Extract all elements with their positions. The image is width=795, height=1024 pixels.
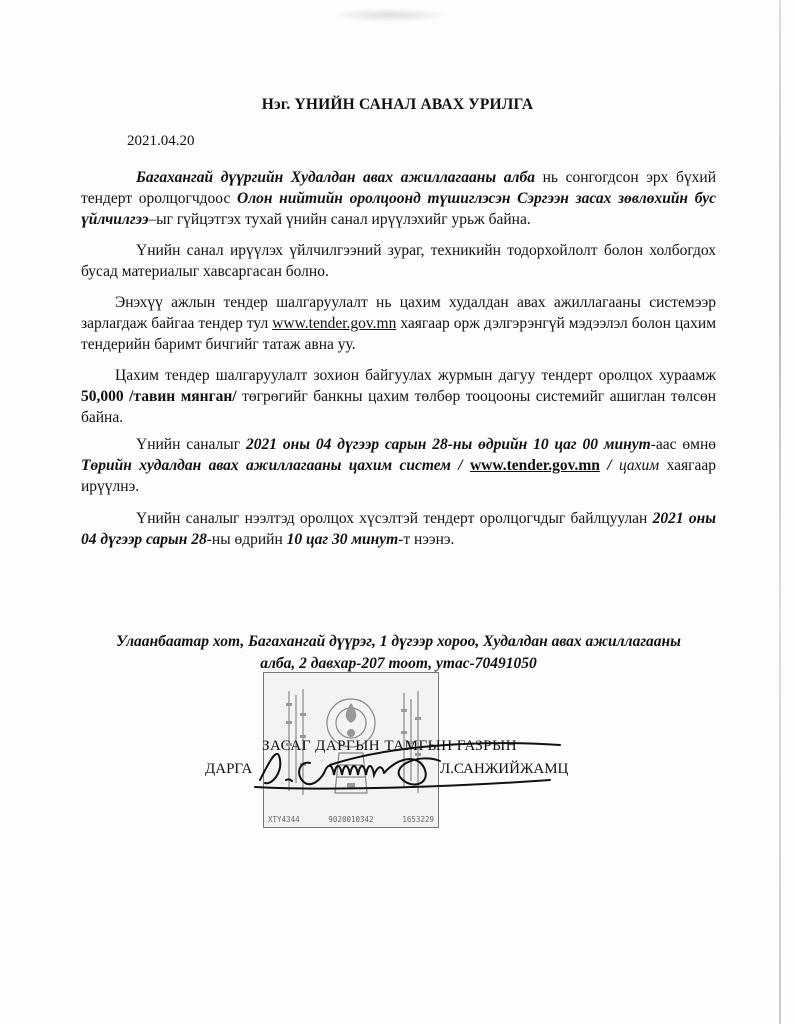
- p3-text-1: Энэхүү ажлын тендер шалгаруулалт нь цахим худалдан авах ажиллагааны системээр зарлагдаж байгаа тендер тул: [81, 294, 716, 332]
- handwritten-signature: [250, 725, 580, 795]
- p6-text-3: -т нээнэ.: [398, 531, 455, 548]
- document-date: 2021.04.20: [127, 133, 195, 149]
- opening-time: 10 цаг 30 минут: [286, 531, 399, 548]
- stamp-numbers: [268, 815, 434, 824]
- p5-text-1: Үнийн саналыг: [136, 436, 246, 453]
- stamp-num-1: ХТҮ4344: [268, 815, 300, 824]
- p3-text-2: хаягаар орж дэлгэрэнгүй мэдээлэл болон цахим тендерийн баримт бичгийг татаж авна уу.: [81, 315, 716, 353]
- p6-text-1: Үнийн саналыг нээлтэд оролцох хүсэлтэй тендерт оролцогчдыг байлцуулан: [136, 510, 653, 527]
- fee-amount: 50,000 /тавин мянган/: [81, 388, 237, 405]
- p4-text-1: Цахим тендер шалгаруулалт зохион байгуулах журмын дагуу тендерт оролцох хураамж: [115, 367, 716, 384]
- paragraph-2: [81, 240, 716, 282]
- p5-slash: /: [599, 457, 612, 474]
- stamp-num-2: 9020010342: [328, 815, 374, 824]
- address-block: [81, 631, 716, 675]
- stamp-num-3: 1653229: [402, 815, 434, 824]
- system-name: Төрийн худалдан авах ажиллагааны цахим систем /: [81, 457, 470, 474]
- document-title: Нэг. ҮНИЙН САНАЛ АВАХ УРИЛГА: [261, 96, 534, 113]
- p6-text-2: -ны өдрийн: [206, 531, 287, 548]
- submission-deadline: 2021 оны 04 дүгээр сарын 28-ны өдрийн 10 цаг 00 минут: [245, 436, 651, 453]
- address-line-2: алба, 2 давхар-207 тоот, утас-70491050: [260, 655, 537, 672]
- p5-text-3: цахим: [611, 457, 660, 474]
- signature-name: Л.САНЖИЙЖАМЦ: [440, 761, 569, 777]
- p1-service-name: Олон нийтийн оролцоонд түшиглэсэн Сэргээн засах зөвлөхийн бус үйлчилгээ: [81, 190, 716, 228]
- p1-org-name: Багахангай дүүргийн Худалдан авах ажиллагааны алба: [136, 169, 535, 186]
- address-line-1: Улаанбаатар хот, Багахангай дүүрэг, 1 дүгээр хороо, Худалдан авах ажиллагааны: [116, 633, 681, 650]
- opening-date: 2021 оны 04 дүгээр сарын 28: [81, 510, 716, 548]
- p1-text-2: –ыг гүйцэтгэх тухай үнийн санал ирүүлэхийг урьж байна.: [148, 211, 531, 228]
- p5-text-4: хаягаар ирүүлнэ.: [81, 457, 717, 495]
- tender-link-2[interactable]: www.tender.gov.mn: [469, 457, 600, 474]
- p2-text: Үнийн санал ирүүлэх үйлчилгээний зураг, техникийн тодорхойлолт болон холбогдох бусад материалыг хавсаргасан болно.: [81, 242, 716, 280]
- scan-smudge: [330, 8, 450, 22]
- paragraph-1: [81, 167, 716, 230]
- p4-text-2: төгрөгийг банкны цахим төлбөр тооцооны системийг ашиглан төлсөн байна.: [81, 388, 717, 426]
- paragraph-6: [81, 508, 716, 550]
- tender-link[interactable]: www.tender.gov.mn: [272, 315, 397, 332]
- paragraph-3: [81, 292, 716, 355]
- paragraph-5: [81, 434, 716, 497]
- stamp-caption: ЗАСАГ ДАРГЫН ТАМГЫН ГАЗРЫН: [262, 738, 518, 754]
- scan-edge: [779, 0, 781, 1024]
- paragraph-4: [81, 365, 716, 428]
- p1-text-1: нь сонгогдсон эрх бүхий тендерт оролцогчдоос: [81, 169, 716, 207]
- signature-role: ДАРГА: [205, 761, 253, 777]
- p5-text-2: -аас өмнө: [650, 436, 717, 453]
